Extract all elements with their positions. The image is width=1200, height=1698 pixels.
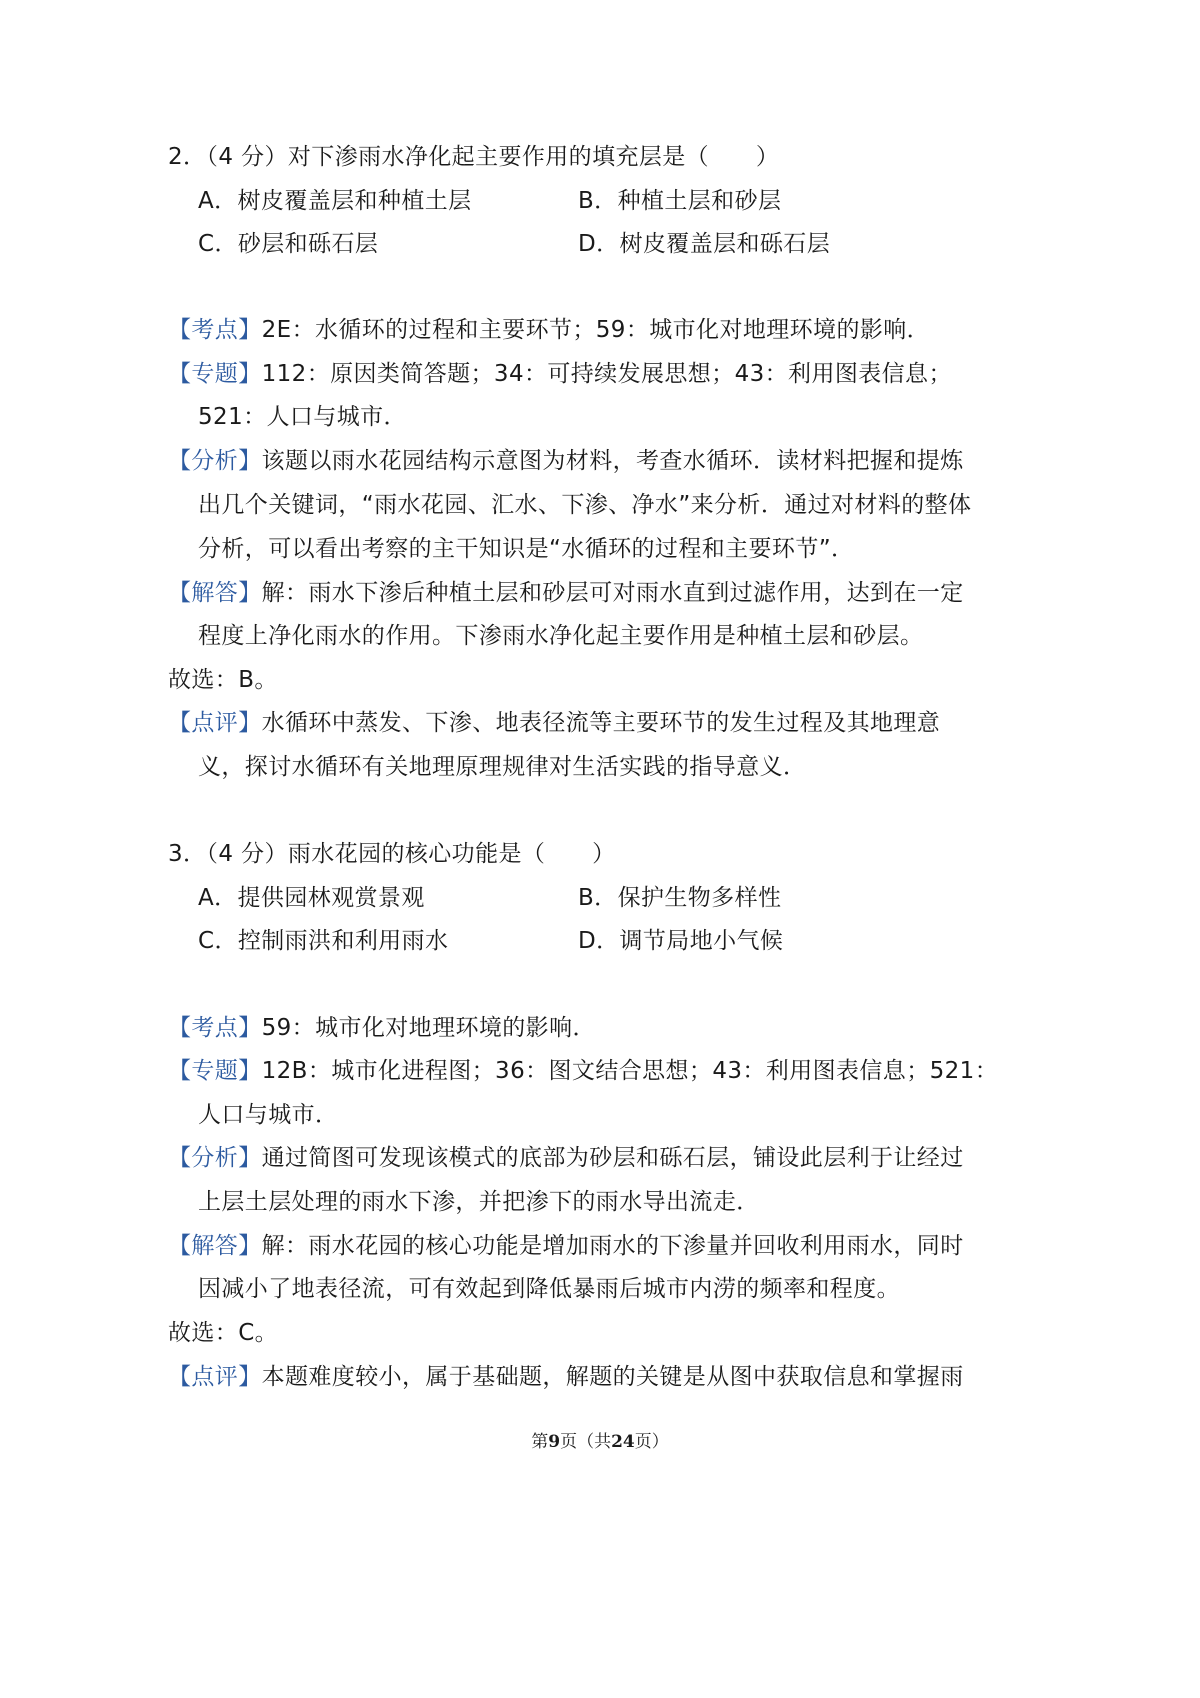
- kaodian-tag: 【考点】: [168, 1015, 262, 1041]
- q3-kaodian: [168, 1013, 596, 1043]
- kaodian-tag: 【考点】: [168, 317, 262, 343]
- q2-fenxi-cont-1: 出几个关键词，“雨水花园、汇水、下渗、净水”来分析．通过对材料的整体: [198, 492, 972, 518]
- q2-option-c: C．砂层和砾石层: [198, 231, 379, 257]
- zhuanti-text: 12B：城市化进程图；36：图文结合思想；43：利用图表信息；521：: [261, 1058, 999, 1084]
- q3-fenxi: [168, 1143, 964, 1173]
- fenxi-text: 通过简图可发现该模式的底部为砂层和砾石层，铺设此层利于让经过: [261, 1145, 964, 1171]
- q2-zhuanti-cont: 521：人口与城市．: [198, 404, 407, 430]
- q3-zhuanti-cont: 人口与城市．: [198, 1102, 339, 1128]
- q3-jieda-cont: 因减小了地表径流，可有效起到降低暴雨后城市内涝的频率和程度。: [198, 1276, 900, 1302]
- footer-mid: 页（共: [560, 1432, 612, 1452]
- fenxi-tag: 【分析】: [168, 1145, 262, 1171]
- zhuanti-tag: 【专题】: [168, 361, 262, 387]
- fenxi-text: 该题以雨水花园结构示意图为材料，考查水循环．读材料把握和提炼: [261, 448, 964, 474]
- q2-option-d: D．树皮覆盖层和砾石层: [578, 231, 831, 257]
- q2-dianping: [168, 708, 940, 738]
- question-2-stem: 2．（4 分）对下渗雨水净化起主要作用的填充层是（ ）: [168, 144, 780, 170]
- q2-answer: 故选：B。: [168, 667, 278, 693]
- jieda-text: 解：雨水下渗后种植土层和砂层可对雨水直到过滤作用，达到在一定: [261, 580, 964, 606]
- q2-jieda-cont: 程度上净化雨水的作用。下渗雨水净化起主要作用是种植土层和砂层。: [198, 623, 924, 649]
- footer-prefix: 第: [531, 1432, 549, 1452]
- q2-fenxi: [168, 446, 964, 476]
- zhuanti-text: 112：原因类简答题；34：可持续发展思想；43：利用图表信息；: [261, 361, 952, 387]
- q3-option-d: D．调节局地小气候: [578, 928, 784, 954]
- q3-zhuanti: [168, 1056, 998, 1086]
- jieda-tag: 【解答】: [168, 580, 262, 606]
- q3-option-c: C．控制雨洪和利用雨水: [198, 928, 449, 954]
- kaodian-text: 59：城市化对地理环境的影响．: [261, 1015, 596, 1041]
- q3-dianping: [168, 1362, 964, 1392]
- jieda-text: 解：雨水花园的核心功能是增加雨水的下渗量并回收利用雨水，同时: [261, 1233, 964, 1259]
- q3-fenxi-cont: 上层土层处理的雨水下渗，并把渗下的雨水导出流走．: [198, 1189, 760, 1215]
- page-footer: [0, 1430, 1200, 1454]
- dianping-tag: 【点评】: [168, 1364, 262, 1390]
- footer-suffix: 页）: [634, 1432, 669, 1452]
- q2-dianping-cont: 义，探讨水循环有关地理原理规律对生活实践的指导意义．: [198, 754, 807, 780]
- footer-page-number: 9: [548, 1432, 561, 1452]
- q2-fenxi-cont-2: 分析，可以看出考察的主干知识是“水循环的过程和主要环节”．: [198, 536, 855, 562]
- q3-jieda: [168, 1231, 964, 1261]
- q2-jieda: [168, 578, 964, 608]
- footer-total-pages: 24: [611, 1432, 635, 1452]
- question-3-stem: 3．（4 分）雨水花园的核心功能是（ ）: [168, 841, 616, 867]
- q3-answer: 故选：C。: [168, 1320, 279, 1346]
- zhuanti-tag: 【专题】: [168, 1058, 262, 1084]
- fenxi-tag: 【分析】: [168, 448, 262, 474]
- kaodian-text: 2E：水循环的过程和主要环节；59：城市化对地理环境的影响．: [261, 317, 931, 343]
- dianping-tag: 【点评】: [168, 710, 262, 736]
- q3-option-b: B．保护生物多样性: [578, 885, 782, 911]
- q2-kaodian: [168, 315, 930, 345]
- q3-option-a: A．提供园林观赏景观: [198, 885, 425, 911]
- q2-option-a: A．树皮覆盖层和种植土层: [198, 188, 472, 214]
- q2-zhuanti: [168, 359, 952, 389]
- dianping-text: 本题难度较小，属于基础题，解题的关键是从图中获取信息和掌握雨: [261, 1364, 964, 1390]
- dianping-text: 水循环中蒸发、下渗、地表径流等主要环节的发生过程及其地理意: [261, 710, 941, 736]
- jieda-tag: 【解答】: [168, 1233, 262, 1259]
- q2-option-b: B．种植土层和砂层: [578, 188, 782, 214]
